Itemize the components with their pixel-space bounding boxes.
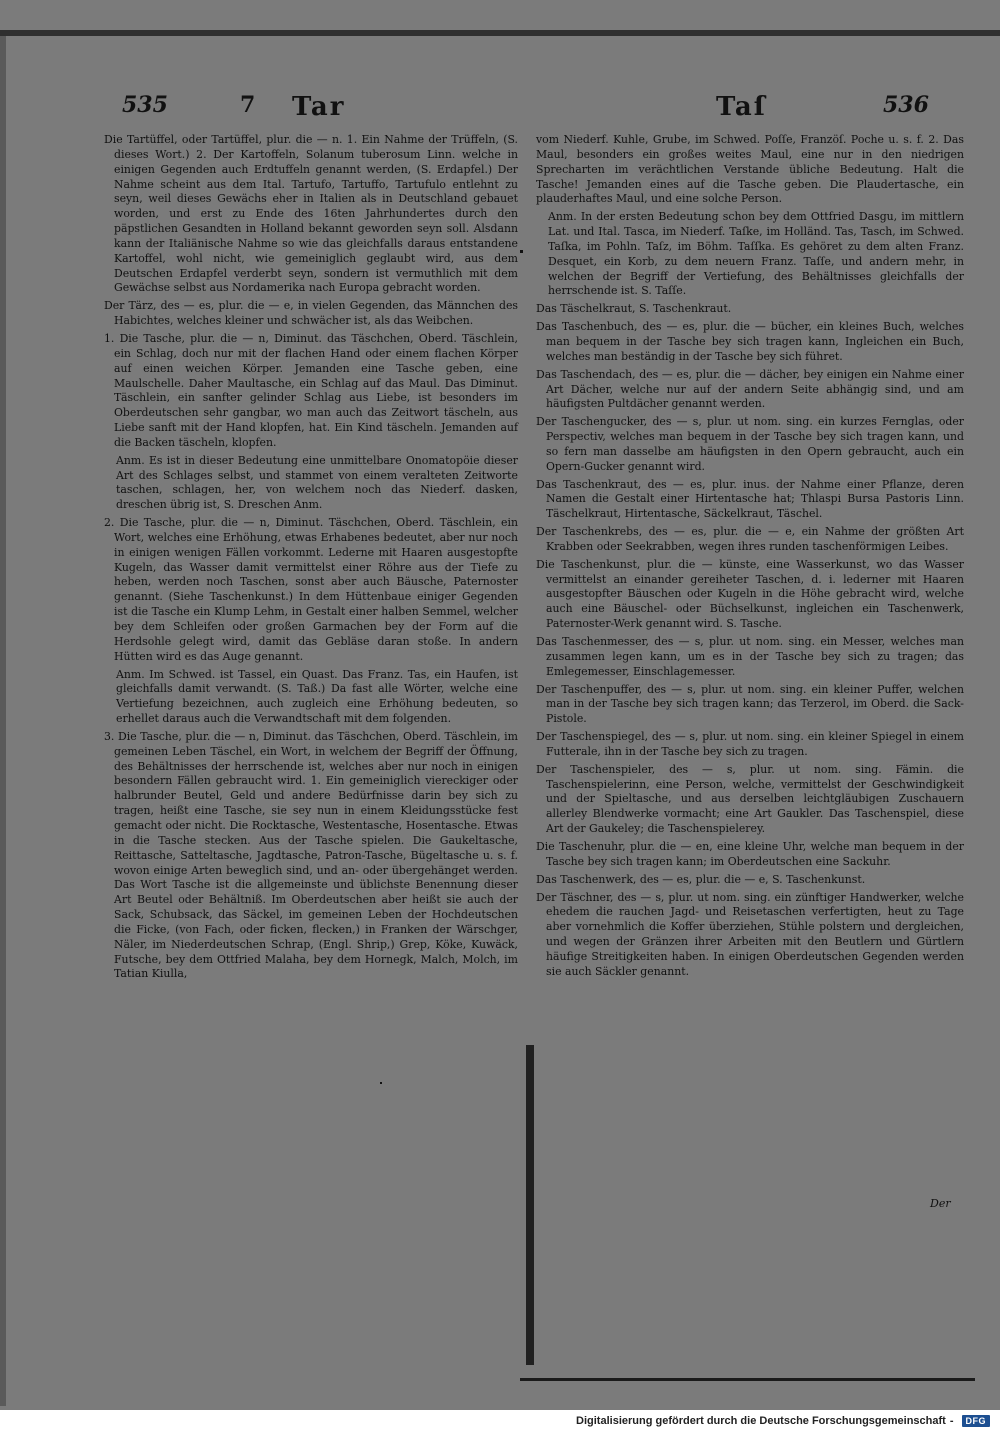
- entry-taschenuhr: Die Taschenuhr, plur. die — en, eine kleine Uhr, welche man bequem in der Tasche bey sich tragen kann; im Oberdeutschen eine Sackuhr.: [536, 839, 964, 868]
- entry-taeschner: Der Täschner, des — s, plur. ut nom. sing. ein zünftiger Handwerker, welche ehedem die rauchen Jagd- und Reisetaschen verfertigten, heut zu Tage aber vornehmlich die Koffer überziehen, Stühle polstern und dergleichen, und wegen der Gränzen ihrer Arbeiten mit den Beutlern und Gürtlern häufige Streitigkeiten haben. In einigen Oberdeutschen Gegenden werden sie auch Säckler genannt.: [536, 890, 964, 978]
- left-margin-mark: 7: [240, 92, 256, 118]
- entry-tasche-3-note: Anm. In der ersten Bedeutung schon bey dem Ottfried Dasgu, im mittlern Lat. und Ital. Tasca, im Niederf. Taſke, im Holländ. Tas, Tasch, im Schwed. Taſka, im Pohln. Taſz, im Böhm. Taſſka. Es gehöret zu dem alten Franz. Desquet, ein Korb, zu dem neuern Franz. Taſſe, und andern mehr, in welchen der Begriff der Vertiefung, des Behältnisses gleichfalls der herrschende ist. S. Taſſe.: [548, 210, 964, 298]
- funding-footer: [576, 1410, 990, 1432]
- entry-taschenpuffer: Der Taschenpuffer, des — s, plur. ut nom. sing. ein kleiner Puffer, welchen man in der Tasche bey sich tragen kann; das Terzerol, im Oberd. die Sack-Pistole.: [536, 682, 964, 726]
- ink-speck: [380, 1082, 382, 1084]
- entry-tasche-3-continued: vom Niederf. Kuhle, Grube, im Schwed. Poſſe, Franzöſ. Poche u. s. f. 2. Das Maul, besonders ein großes weites Maul, eine nur in den niedrigen Sprecharten im verächtlichen Verstande übliche Bedeutung. Halt die Tasche! Jemanden eines auf die Tasche geben. Die Plaudertasche, ein plauderhaftes Maul, und eine solche Person.: [536, 133, 964, 206]
- entry-tasche-1: 1. Die Tasche, plur. die — n, Diminut. das Täschchen, Oberd. Täschlein, ein Schlag, doch nur mit der flachen Hand oder einem flachen Körper auf einen weichen Körper. Jemanden eine Tasche geben, eine Maulschelle. Daher Maultasche, ein Schlag auf das Maul. Das Diminut. Täschlein, ein sanfter gelinder Schlag aus Liebe, ist besonders im Oberdeutschen sehr gangbar, wo man auch das Zeitwort täscheln, aus Liebe sanft mit der Hand klopfen, hat. Ein Kind täscheln. Jemanden auf die Backen täscheln, klopfen.: [104, 331, 518, 449]
- entry-taschenwerk: Das Taschenwerk, des — es, plur. die — e, S. Taschenkunst.: [536, 872, 866, 886]
- entry-taschendach: Das Taschendach, des — es, plur. die — dächer, bey einigen ein Nahme einer Art Dächer, welche nur auf der andern Seite abhängig sind, und am häufigsten Pultdächer genannt werden.: [536, 367, 964, 411]
- scan-top-edge: [0, 30, 1000, 36]
- binding-shadow: [526, 1045, 534, 1365]
- entry-tasche-3: 3. Die Tasche, plur. die — n, Diminut. das Täschchen, Oberd. Täschlein, im gemeinen Leben Täschel, ein Wort, in welchem der Begriff der Öffnung, des Behältnisses der herrschende ist, welches aber nur noch in einigen besondern Fällen gebraucht wird. 1. Ein gemeiniglich viereckiger oder halbrunder Beutel, Geld und andere Bedürfnisse darin bey sich zu tragen, heißt eine Tasche, sie sey nun in einem Kleidungsstücke fest gemacht oder nicht. Die Rocktasche, Westentasche, Hosentasche. Etwas in die Tasche stecken. Aus der Tasche spielen. Die Gaukeltasche, Reittasche, Satteltasche, Jagdtasche, Patron-Tasche, Bügeltasche u. s. f. wovon einige Arten beweglich sind, und an- oder übergehänget werden. Das Wort Tasche ist die allgemeinste und üblichste Benennung dieser Art Beutel oder Behältniß. Im Oberdeutschen aber heißt sie auch der Sack, Schubsack, das Säckel, im gemeinen Leben der Hochdeutschen die Ficke, (von Fach, oder ficken, flecken,) in Franken der Wärschger, Näler, im Niederdeutschen Schrap, (Engl. Shrip,) Grep, Köke, Kuwäck, Futsche, bey dem Ottfried Malaha, bey dem Hornegk, Malch, Molch, im Tatian Kiulla,: [104, 729, 518, 981]
- entry-tartueffel: Die Tartüffel, oder Tartüffel, plur. die — n. 1. Ein Nahme der Trüffeln, (S. dieses Wort.) 2. Der Kartoffeln, Solanum tuberosum Linn. welche in einigen Gegenden auch Erdtuffeln genannt werden, (S. Erdapfel.) Der Nahme scheint aus dem Ital. Tartufo, Tartuffo, Tartufulo entlehnt zu seyn, weil dieses Gewächs eher in Italien als in Deutschland gebauet worden, und erst zu Ende des 16ten Jahrhundertes durch den päpstlichen Gesandten in Holland bekannt geworden seyn soll. Alsdann kann der Italiänische Nahme so wie das gleichfalls daraus entstandene Kartoffel, wohl nicht, wie gemeiniglich geglaubt wird, aus dem Deutschen Erdapfel verderbt seyn, sondern ist vermuthlich mit dem Gewächse selbst aus Nordamerika nach Europa gebracht worden.: [104, 133, 518, 295]
- entry-taschenbuch: Das Taschenbuch, des — es, plur. die — bücher, ein kleines Buch, welches man bequem in der Tasche bey sich tragen kann, Ingleichen ein Buch, welches man beständig in der Tasche bey sich führet.: [536, 320, 964, 363]
- footer-text: Digitalisierung gefördert durch die Deutsche Forschungsgemeinschaft: [576, 1415, 946, 1427]
- entry-taschenkrebs: Der Taschenkrebs, des — es, plur. die — e, ein Nahme der größten Art Krabben oder Seekrabben, wegen ihres runden taschenförmigen Leibes.: [536, 525, 964, 553]
- right-column: [536, 133, 964, 983]
- entry-tasche-2: 2. Die Tasche, plur. die — n, Diminut. Täschchen, Oberd. Täschlein, ein Wort, welches eine Erhöhung, etwas Erhabenes bedeutet, aber nur noch in einigen wenigen Fällen vorkommt. Lederne mit Haaren ausgestopfte Kugeln, das Wasser damit vermittelst einer Röhre aus der Tiefe zu heben, werden noch Taschen, sonst aber auch Bäusche, Paternoster genannt. (Siehe Taschenkunst.) In dem Hüttenbaue einiger Gegenden ist die Tasche ein Klump Lehm, in Gestalt einer halben Semmel, welcher bey dem Schleifen oder großen Garmachen bey der Form auf die Herdsohle gelegt wird, damit das Gebläse daran stoße. In andern Hütten wird es das Auge genannt.: [104, 516, 518, 663]
- entry-taschengucker: Der Taschengucker, des — s, plur. ut nom. sing. ein kurzes Fernglas, oder Perspectiv, welches man bequem in der Tasche bey sich tragen kann, und so fern man dasselbe am häufigsten in den Opern gebraucht, auch ein Opern-Gucker genannt wird.: [536, 415, 964, 473]
- entry-tasche-1-note: Anm. Es ist in dieser Bedeutung eine unmittelbare Onomatopöie dieser Art des Schlages selbst, und stammet von einem veralteten Zeitworte taschen, schlagen, her, von welchem noch das Niederf. dasken, dreschen übrig ist, S. Dreschen Anm.: [116, 453, 518, 512]
- dfg-logo-icon: DFG: [962, 1415, 991, 1427]
- entry-taschenspieler: Der Taschenspieler, des — s, plur. ut nom. sing. Fämin. die Taschenspielerinn, eine Person, welche, vermittelst der Geschwindigkeit und der Spieltasche, und aus derselben leichtgläubigen Zuschauern allerley Blendwerke vormacht; eine Art Gaukler. Das Taschenspiel, diese Art der Gaukeley; die Taschenspielerey.: [536, 762, 964, 836]
- left-running-head: Tar: [292, 92, 346, 122]
- ink-speck: [520, 250, 523, 253]
- entry-taschenkraut: Das Taschenkraut, des — es, plur. inus. der Nahme einer Pflanze, deren Namen die Gestalt einer Hirtentasche hat; Thlaspi Bursa Pastoris Linn. Täschelkraut, Hirtentasche, Säckelkraut, Täschel.: [536, 477, 964, 521]
- scan-left-edge: [0, 36, 6, 1406]
- entry-tasche-2-note: Anm. Im Schwed. ist Tassel, ein Quast. Das Franz. Tas, ein Haufen, ist gleichfalls damit verwandt. (S. Taß.) Da fast alle Wörter, welche eine Vertiefung bezeichnen, auch zugleich eine Erhöhung bedeuten, so erhellet daraus auch die Verwandtschaft mit dem folgenden.: [116, 667, 518, 726]
- entry-taschenkunst: Die Taschenkunst, plur. die — künste, eine Wasserkunst, wo das Wasser vermittelst an einander gereiheter Taschen, d. i. lederner mit Haaren ausgestopfter Bäuschen oder Kugeln in die Höhe gebracht wird, welche auch eine Bäuschel- oder Büchselkunst, ingleichen ein Taschenwerk, Paternoster-Werk genannt wird. S. Tasche.: [536, 557, 964, 631]
- footer-separator: -: [949, 1415, 954, 1427]
- catchword: Der: [930, 1197, 951, 1210]
- entry-taschenmesser: Das Taschenmesser, des — s, plur. ut nom. sing. ein Messer, welches man zusammen legen kann, um es in der Tasche bey sich zu tragen; das Emlegemesser, Einschlagemesser.: [536, 635, 964, 678]
- bottom-rule: [520, 1378, 975, 1381]
- right-page-number: 536: [883, 92, 929, 118]
- entry-taeschelkraut: Das Täschelkraut, S. Taschenkraut.: [536, 302, 732, 316]
- left-column: [104, 133, 518, 985]
- left-page-number: 535: [122, 92, 168, 118]
- entry-taschenspiegel: Der Taschenspiegel, des — s, plur. ut nom. sing. ein kleiner Spiegel in einem Futterale, ihn in der Tasche bey sich zu tragen.: [536, 730, 964, 758]
- entry-taerz: Der Tärz, des — es, plur. die — e, in vielen Gegenden, das Männchen des Habichtes, welches kleiner und schwächer ist, als das Weibchen.: [104, 299, 518, 328]
- right-running-head: Taſ: [716, 92, 767, 122]
